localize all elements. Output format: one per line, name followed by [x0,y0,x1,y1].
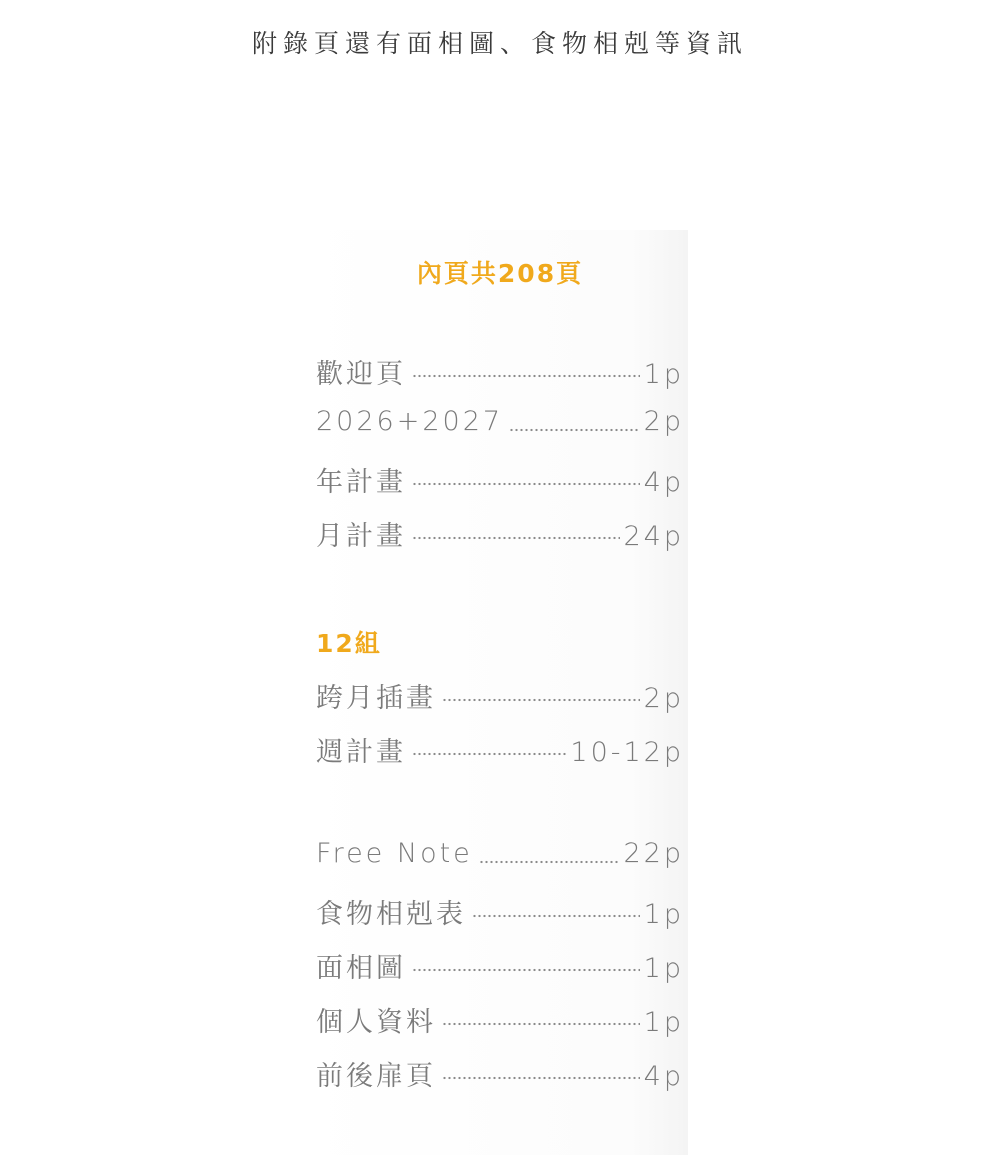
toc-item-name: 前後扉頁 [316,1061,436,1092]
toc-row-food-chart [316,892,684,928]
toc-row-month-plan [316,514,684,550]
toc-item-name: 食物相剋表 [316,899,466,930]
toc-item-page: 10-12p [570,737,684,768]
toc-row-illustration [316,676,684,712]
toc-item-page: 22p [623,838,684,869]
toc-leader-dots [412,536,620,540]
toc-item-page: 24p [623,521,684,552]
header-text: 附錄頁還有面相圖、食物相剋等資訊 [251,29,748,58]
toc-leader-dots [509,428,640,432]
toc-leader-dots [442,1022,640,1026]
toc-item-page: 1p [643,953,684,984]
toc-item-page: 2p [643,406,684,437]
toc-item-name: 歡迎頁 [316,359,406,390]
toc-item-page: 1p [643,359,684,390]
toc-item-name: 週計畫 [316,737,406,768]
toc-item-page: 1p [643,899,684,930]
toc-row-week-plan [316,730,684,766]
group-title: 12組 [316,629,382,658]
toc-leader-dots [479,860,620,864]
toc-leader-dots [442,1076,640,1080]
toc-item-name: Free Note [316,838,473,869]
toc-item-name: 跨月插畫 [316,683,436,714]
toc-row-face-chart [316,946,684,982]
toc-item-name: 面相圖 [316,953,406,984]
toc-row-endpapers [316,1054,684,1090]
toc-leader-dots [442,698,640,702]
toc-item-page: 4p [643,1061,684,1092]
toc-leader-dots [412,968,640,972]
toc-leader-dots [412,374,640,378]
toc-leader-dots [472,914,640,918]
toc-leader-dots [412,752,566,756]
total-pages-title: 內頁共208頁 [416,259,584,288]
toc-row-calendar [316,406,684,442]
toc-row-personal-info [316,1000,684,1036]
toc-row-year-plan [316,460,684,496]
toc-item-page: 2p [643,683,684,714]
toc-row-welcome [316,352,684,388]
toc-leader-dots [412,482,640,486]
toc-item-name: 2026+2027 [316,406,504,437]
toc-item-name: 年計畫 [316,467,406,498]
toc-row-free-note [316,838,684,874]
toc-item-page: 4p [643,467,684,498]
toc-item-name: 月計畫 [316,521,406,552]
toc-item-page: 1p [643,1007,684,1038]
toc-item-name: 個人資料 [316,1007,436,1038]
